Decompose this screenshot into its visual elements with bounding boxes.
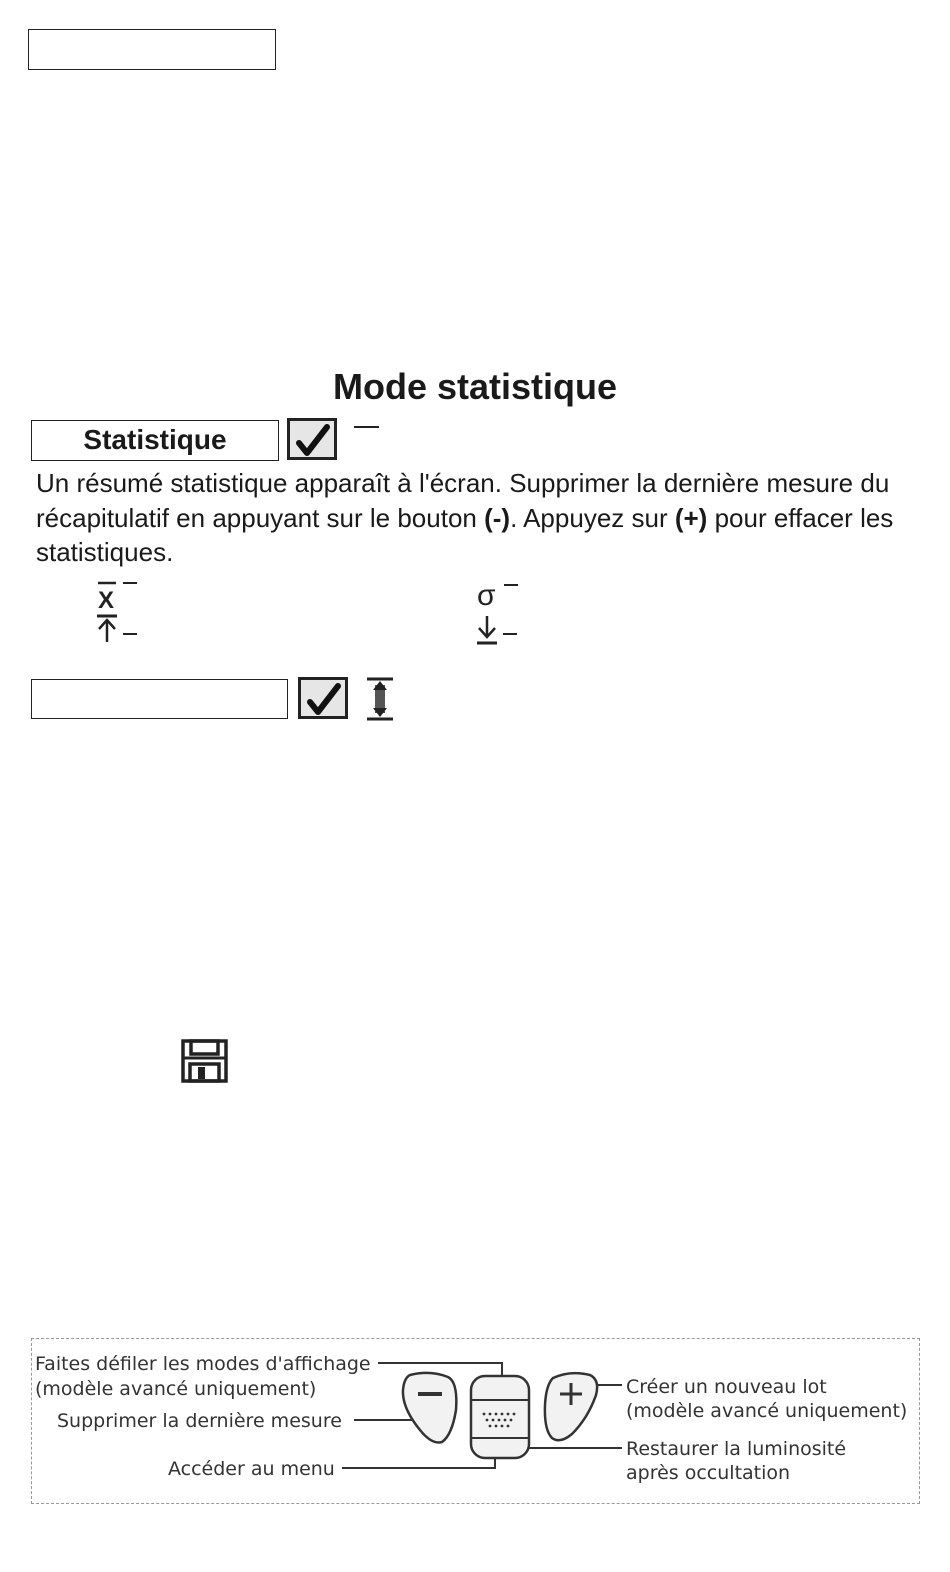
sigma-value-dash — [504, 584, 518, 586]
legend-restore-line1: Restaurer la luminosité — [626, 1438, 847, 1460]
plus-button-ref: (+) — [674, 502, 708, 533]
intro-text-2: . Appuyez sur — [510, 502, 675, 533]
legend-menu-access: Accéder au menu — [168, 1458, 335, 1480]
check-icon — [298, 677, 348, 719]
legend-new-batch-line1: Créer un nouveau lot — [626, 1376, 827, 1398]
legend-scroll-modes-line1: Faites défiler les modes d'affichage — [35, 1353, 371, 1375]
button-diagram — [0, 1330, 950, 1510]
statistique-label-box: Statistique — [31, 420, 279, 461]
stat-description — [36, 466, 916, 570]
legend-scroll-modes-line2: (modèle avancé uniquement) — [35, 1378, 317, 1400]
plus-button-shape — [545, 1373, 597, 1440]
legend-delete-last: Supprimer la dernière mesure — [57, 1410, 342, 1432]
check-icon — [287, 418, 337, 460]
range-icon — [363, 676, 397, 722]
mean-xbar-icon — [96, 580, 120, 610]
page-title: Mode statistique — [332, 366, 618, 407]
empty-label-box-middle — [31, 679, 288, 719]
minus-button-ref: (-) — [484, 502, 511, 533]
dash-mark — [354, 426, 379, 428]
legend-new-batch-line2: (modèle avancé uniquement) — [626, 1400, 908, 1422]
intro-text-1: Un résumé statistique apparaît à l'écran. Supprimer la dernière mesure du récapitulatif en appuyant sur le bouton — [36, 468, 890, 533]
intro-text-3: pour effacer les statistiques. — [36, 502, 894, 567]
min-value-dash — [503, 633, 517, 635]
empty-label-box-top — [28, 29, 276, 70]
legend-restore-line2: après occultation — [626, 1462, 791, 1484]
sigma-icon: σ — [477, 579, 496, 612]
mean-value-dash — [123, 582, 137, 584]
max-value-dash — [123, 633, 137, 635]
menu-button-shape — [471, 1376, 529, 1458]
max-arrow-up-icon — [96, 614, 120, 644]
floppy-disk-icon — [181, 1039, 229, 1083]
min-arrow-down-icon — [476, 614, 500, 646]
mean-symbol: X — [98, 587, 115, 610]
minus-button-shape — [403, 1373, 456, 1443]
